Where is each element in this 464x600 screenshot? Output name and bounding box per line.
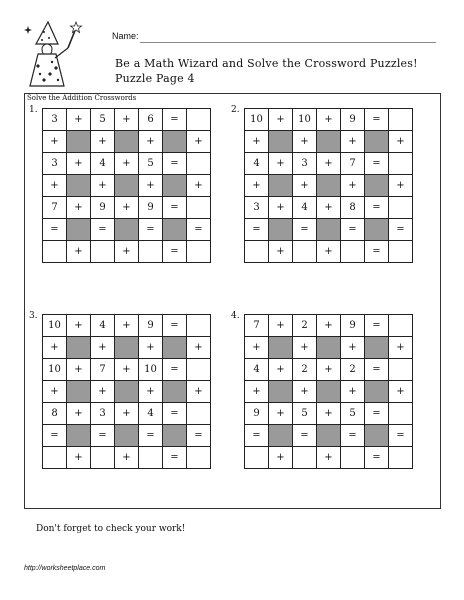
operator-cell: + — [269, 109, 293, 131]
operator-cell: + — [341, 381, 365, 403]
operator-cell: + — [317, 197, 341, 219]
shaded-cell — [365, 131, 389, 153]
answer-cell[interactable] — [245, 241, 269, 263]
operator-cell: + — [115, 153, 139, 175]
operator-cell: + — [67, 197, 91, 219]
operator-cell: = — [139, 219, 163, 241]
grid-row — [245, 175, 413, 197]
puzzle-number: 3. — [29, 311, 38, 321]
operator-cell: + — [245, 131, 269, 153]
grid-row — [245, 109, 413, 131]
grid-row — [43, 315, 211, 337]
shaded-cell — [269, 175, 293, 197]
number-cell: 7 — [341, 153, 365, 175]
shaded-cell — [67, 131, 91, 153]
operator-cell: = — [91, 219, 115, 241]
answer-cell[interactable] — [187, 241, 211, 263]
answer-cell[interactable] — [139, 447, 163, 469]
grid-row — [245, 359, 413, 381]
operator-cell: + — [67, 403, 91, 425]
puzzle-frame — [24, 93, 441, 509]
number-cell: 3 — [91, 403, 115, 425]
crossword-grid — [244, 314, 413, 469]
shaded-cell — [115, 131, 139, 153]
instructions: Solve the Addition Crosswords — [27, 94, 137, 102]
puzzle-number: 4. — [231, 311, 240, 321]
operator-cell: + — [187, 337, 211, 359]
grid-row — [43, 175, 211, 197]
operator-cell: = — [365, 315, 389, 337]
shaded-cell — [115, 219, 139, 241]
answer-cell[interactable] — [43, 241, 67, 263]
puzzle-number: 2. — [231, 105, 240, 115]
operator-cell: + — [341, 175, 365, 197]
operator-cell: + — [245, 337, 269, 359]
puzzle-2 — [231, 105, 413, 263]
shaded-cell — [163, 175, 187, 197]
operator-cell: = — [163, 241, 187, 263]
operator-cell: + — [115, 403, 139, 425]
operator-cell: + — [245, 175, 269, 197]
shaded-cell — [163, 337, 187, 359]
operator-cell: = — [91, 425, 115, 447]
operator-cell: + — [115, 359, 139, 381]
puzzle-3 — [29, 311, 211, 469]
shaded-cell — [67, 337, 91, 359]
operator-cell: + — [293, 131, 317, 153]
operator-cell: + — [43, 337, 67, 359]
title-line-2: Puzzle Page 4 — [115, 72, 195, 85]
answer-cell[interactable] — [245, 447, 269, 469]
grid-row — [245, 153, 413, 175]
operator-cell: + — [115, 109, 139, 131]
answer-cell[interactable] — [389, 197, 413, 219]
operator-cell: + — [139, 381, 163, 403]
operator-cell: = — [293, 219, 317, 241]
answer-cell[interactable] — [389, 241, 413, 263]
answer-cell[interactable] — [187, 359, 211, 381]
operator-cell: = — [365, 241, 389, 263]
number-cell: 4 — [245, 153, 269, 175]
operator-cell: = — [293, 425, 317, 447]
number-cell: 2 — [293, 315, 317, 337]
grid-row — [245, 381, 413, 403]
grid-row — [43, 153, 211, 175]
operator-cell: = — [389, 219, 413, 241]
shaded-cell — [365, 175, 389, 197]
shaded-cell — [269, 425, 293, 447]
number-cell: 2 — [293, 359, 317, 381]
answer-cell[interactable] — [139, 241, 163, 263]
number-cell: 4 — [139, 403, 163, 425]
shaded-cell — [163, 381, 187, 403]
operator-cell: = — [163, 403, 187, 425]
operator-cell: = — [43, 425, 67, 447]
number-cell: 10 — [43, 359, 67, 381]
operator-cell: + — [293, 337, 317, 359]
operator-cell: + — [269, 359, 293, 381]
operator-cell: = — [341, 425, 365, 447]
answer-cell[interactable] — [187, 153, 211, 175]
number-cell: 4 — [91, 153, 115, 175]
operator-cell: + — [115, 315, 139, 337]
operator-cell: + — [67, 241, 91, 263]
operator-cell: + — [115, 197, 139, 219]
answer-cell[interactable] — [389, 359, 413, 381]
grid-row — [43, 403, 211, 425]
grid-row — [245, 219, 413, 241]
operator-cell: + — [139, 337, 163, 359]
answer-cell[interactable] — [91, 447, 115, 469]
operator-cell: + — [91, 131, 115, 153]
operator-cell: + — [269, 447, 293, 469]
number-cell: 4 — [293, 197, 317, 219]
number-cell: 3 — [43, 109, 67, 131]
shaded-cell — [365, 381, 389, 403]
shaded-cell — [115, 425, 139, 447]
operator-cell: + — [341, 131, 365, 153]
grid-row — [43, 109, 211, 131]
operator-cell: + — [269, 153, 293, 175]
operator-cell: + — [341, 337, 365, 359]
shaded-cell — [365, 219, 389, 241]
operator-cell: = — [187, 425, 211, 447]
operator-cell: + — [91, 175, 115, 197]
shaded-cell — [365, 337, 389, 359]
grid-row — [245, 337, 413, 359]
number-cell: 10 — [43, 315, 67, 337]
operator-cell: + — [245, 381, 269, 403]
shaded-cell — [317, 381, 341, 403]
shaded-cell — [317, 425, 341, 447]
crossword-grid — [42, 108, 211, 263]
grid-row — [43, 219, 211, 241]
operator-cell: = — [163, 447, 187, 469]
operator-cell: + — [67, 359, 91, 381]
number-cell: 4 — [91, 315, 115, 337]
check-work-note: Don't forget to check your work! — [36, 524, 186, 534]
operator-cell: + — [269, 403, 293, 425]
answer-cell[interactable] — [293, 241, 317, 263]
grid-row — [245, 403, 413, 425]
operator-cell: + — [317, 241, 341, 263]
number-cell: 6 — [139, 109, 163, 131]
name-label: Name: — [112, 31, 139, 41]
shaded-cell — [317, 175, 341, 197]
operator-cell: = — [163, 109, 187, 131]
number-cell: 5 — [341, 403, 365, 425]
answer-cell[interactable] — [389, 315, 413, 337]
operator-cell: + — [115, 447, 139, 469]
operator-cell: = — [187, 219, 211, 241]
grid-row — [245, 197, 413, 219]
operator-cell: = — [245, 425, 269, 447]
operator-cell: = — [341, 219, 365, 241]
shaded-cell — [67, 425, 91, 447]
answer-cell[interactable] — [341, 447, 365, 469]
shaded-cell — [269, 337, 293, 359]
grid-row — [43, 131, 211, 153]
number-cell: 9 — [139, 197, 163, 219]
operator-cell: + — [269, 197, 293, 219]
grid-row — [245, 315, 413, 337]
number-cell: 10 — [139, 359, 163, 381]
number-cell: 5 — [139, 153, 163, 175]
operator-cell: + — [43, 131, 67, 153]
operator-cell: + — [317, 153, 341, 175]
answer-cell[interactable] — [389, 403, 413, 425]
number-cell: 9 — [139, 315, 163, 337]
operator-cell: + — [293, 381, 317, 403]
operator-cell: + — [389, 131, 413, 153]
grid-row — [43, 381, 211, 403]
operator-cell: = — [389, 425, 413, 447]
operator-cell: + — [67, 315, 91, 337]
operator-cell: = — [365, 153, 389, 175]
operator-cell: = — [245, 219, 269, 241]
operator-cell: + — [43, 381, 67, 403]
number-cell: 7 — [91, 359, 115, 381]
operator-cell: + — [67, 109, 91, 131]
answer-cell[interactable] — [293, 447, 317, 469]
operator-cell: + — [91, 381, 115, 403]
grid-row — [43, 337, 211, 359]
operator-cell: + — [67, 447, 91, 469]
answer-cell[interactable] — [187, 447, 211, 469]
shaded-cell — [269, 131, 293, 153]
source-url: http://worksheetplace.com — [24, 565, 106, 572]
answer-cell[interactable] — [187, 315, 211, 337]
operator-cell: = — [365, 197, 389, 219]
wizard-illustration — [22, 18, 84, 90]
number-cell: 5 — [293, 403, 317, 425]
shaded-cell — [67, 381, 91, 403]
grid-row — [43, 359, 211, 381]
worksheet-header — [0, 0, 464, 90]
operator-cell: = — [163, 315, 187, 337]
number-cell: 9 — [341, 109, 365, 131]
shaded-cell — [163, 425, 187, 447]
operator-cell: + — [139, 175, 163, 197]
grid-row — [43, 425, 211, 447]
answer-cell[interactable] — [187, 109, 211, 131]
operator-cell: + — [317, 403, 341, 425]
shaded-cell — [317, 219, 341, 241]
grid-row — [245, 447, 413, 469]
operator-cell: + — [389, 381, 413, 403]
operator-cell: = — [365, 359, 389, 381]
operator-cell: = — [365, 447, 389, 469]
number-cell: 3 — [245, 197, 269, 219]
number-cell: 4 — [245, 359, 269, 381]
name-line — [140, 42, 436, 43]
operator-cell: + — [317, 109, 341, 131]
answer-cell[interactable] — [341, 241, 365, 263]
puzzle-number: 1. — [29, 105, 38, 115]
grid-row — [245, 131, 413, 153]
operator-cell: + — [389, 175, 413, 197]
crossword-grid — [244, 108, 413, 263]
answer-cell[interactable] — [43, 447, 67, 469]
shaded-cell — [163, 219, 187, 241]
number-cell: 7 — [43, 197, 67, 219]
shaded-cell — [269, 219, 293, 241]
grid-row — [43, 197, 211, 219]
operator-cell: + — [317, 447, 341, 469]
puzzle-4 — [231, 311, 413, 469]
answer-cell[interactable] — [187, 197, 211, 219]
operator-cell: + — [187, 131, 211, 153]
shaded-cell — [163, 131, 187, 153]
operator-cell: + — [269, 241, 293, 263]
number-cell: 5 — [91, 109, 115, 131]
operator-cell: = — [365, 109, 389, 131]
number-cell: 2 — [341, 359, 365, 381]
number-cell: 8 — [43, 403, 67, 425]
operator-cell: + — [317, 315, 341, 337]
number-cell: 7 — [245, 315, 269, 337]
operator-cell: = — [163, 197, 187, 219]
shaded-cell — [67, 219, 91, 241]
shaded-cell — [365, 425, 389, 447]
operator-cell: = — [163, 153, 187, 175]
operator-cell: = — [163, 359, 187, 381]
shaded-cell — [317, 131, 341, 153]
operator-cell: + — [269, 315, 293, 337]
shaded-cell — [115, 381, 139, 403]
operator-cell: + — [43, 175, 67, 197]
grid-row — [43, 241, 211, 263]
number-cell: 3 — [43, 153, 67, 175]
answer-cell[interactable] — [389, 447, 413, 469]
grid-row — [43, 447, 211, 469]
shaded-cell — [67, 175, 91, 197]
grid-row — [245, 241, 413, 263]
operator-cell: + — [139, 131, 163, 153]
title-line-1: Be a Math Wizard and Solve the Crossword Puzzles! — [115, 57, 418, 70]
puzzle-1 — [29, 105, 211, 263]
operator-cell: = — [139, 425, 163, 447]
answer-cell[interactable] — [187, 403, 211, 425]
operator-cell: = — [43, 219, 67, 241]
operator-cell: + — [293, 175, 317, 197]
operator-cell: + — [317, 359, 341, 381]
shaded-cell — [115, 337, 139, 359]
number-cell: 9 — [245, 403, 269, 425]
operator-cell: + — [115, 241, 139, 263]
number-cell: 9 — [341, 315, 365, 337]
operator-cell: + — [187, 381, 211, 403]
shaded-cell — [317, 337, 341, 359]
number-cell: 8 — [341, 197, 365, 219]
operator-cell: + — [389, 337, 413, 359]
shaded-cell — [115, 175, 139, 197]
operator-cell: + — [67, 153, 91, 175]
number-cell: 10 — [245, 109, 269, 131]
operator-cell: + — [91, 337, 115, 359]
shaded-cell — [269, 381, 293, 403]
grid-row — [245, 425, 413, 447]
number-cell: 9 — [91, 197, 115, 219]
operator-cell: = — [365, 403, 389, 425]
crossword-grid — [42, 314, 211, 469]
operator-cell: + — [187, 175, 211, 197]
answer-cell[interactable] — [91, 241, 115, 263]
number-cell: 3 — [293, 153, 317, 175]
worksheet-title — [115, 56, 418, 86]
number-cell: 10 — [293, 109, 317, 131]
answer-cell[interactable] — [389, 109, 413, 131]
answer-cell[interactable] — [389, 153, 413, 175]
